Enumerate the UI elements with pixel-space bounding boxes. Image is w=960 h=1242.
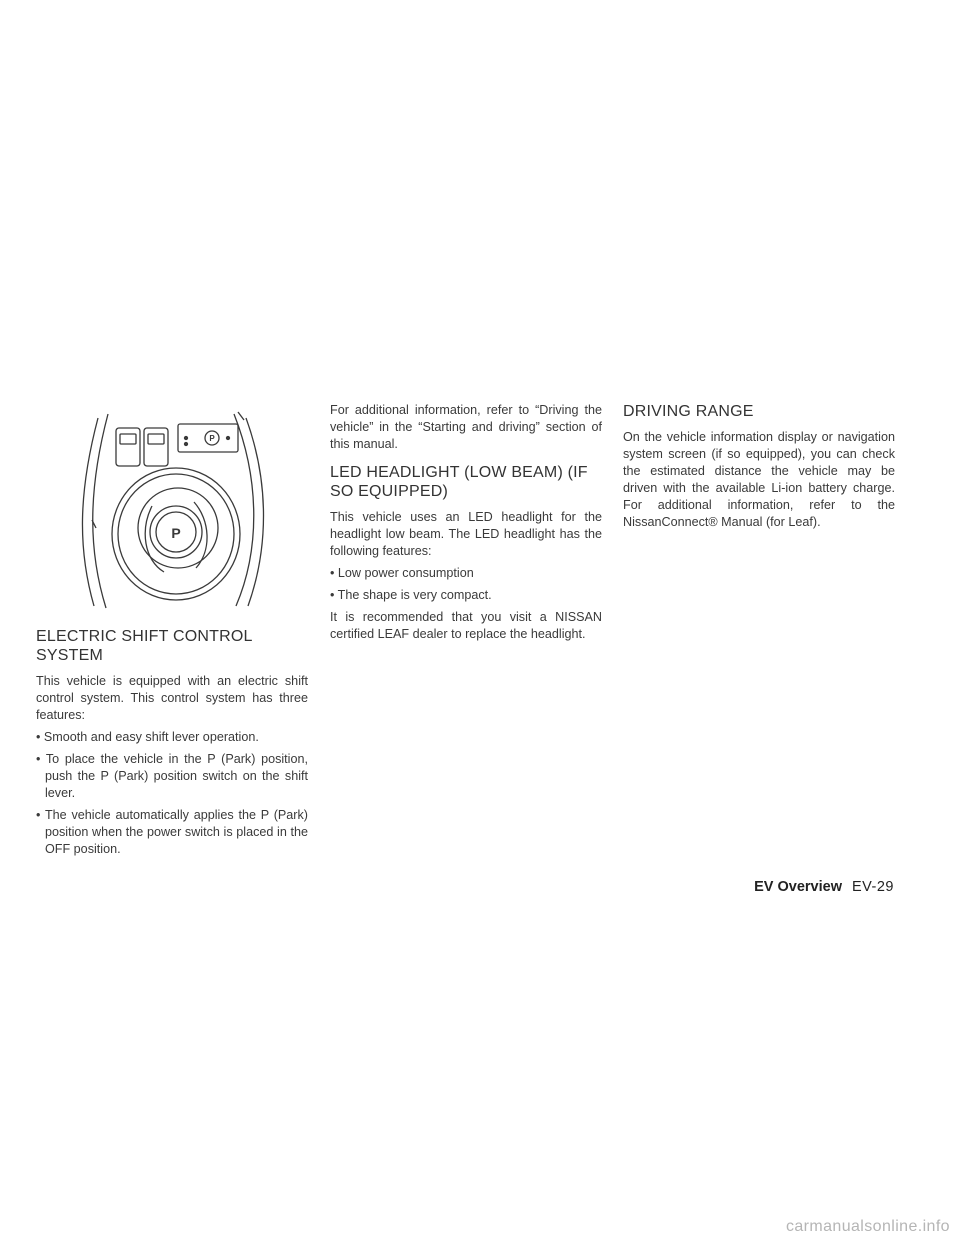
shift-bullet-1: • Smooth and easy shift lever operation. bbox=[36, 730, 259, 744]
left-column bbox=[36, 410, 308, 863]
led-bullet-2: • The shape is very compact. bbox=[330, 588, 492, 602]
shift-continued: For additional information, refer to “Driving the vehicle” in the “Starting and driving” section of this manual. bbox=[330, 403, 602, 451]
watermark: carmanualsonline.info bbox=[785, 1218, 950, 1235]
led-closing: It is recommended that you visit a NISSAN certified LEAF dealer to replace the headlight. bbox=[330, 610, 602, 641]
shift-intro: This vehicle is equipped with an electric shift control system. This control system has three features: bbox=[36, 674, 308, 722]
section-title-led: LED HEADLIGHT (LOW BEAM) (IF SO EQUIPPED) bbox=[330, 464, 588, 500]
shift-lever-illustration bbox=[36, 410, 308, 610]
section-title-shift: ELECTRIC SHIFT CONTROL SYSTEM bbox=[36, 628, 252, 664]
middle-column bbox=[330, 402, 602, 648]
shift-bullet-3: • The vehicle automatically applies the P (Park) position when the power switch is placed in the OFF position. bbox=[36, 808, 308, 856]
knob-p-label: P bbox=[171, 525, 181, 541]
range-text: On the vehicle information display or navigation system screen (if so equipped), you can check the estimated distance the vehicle may be driven with the available Li-ion battery charge. For additional information, refer to the NissanConnect® Manual (for Leaf). bbox=[623, 430, 895, 529]
led-intro: This vehicle uses an LED headlight for the headlight low beam. The LED headlight has the following features: bbox=[330, 510, 602, 558]
right-column bbox=[623, 402, 895, 536]
page-footer bbox=[754, 879, 894, 895]
shift-bullet-2: • To place the vehicle in the P (Park) position, push the P (Park) position switch on the shift lever. bbox=[36, 752, 308, 800]
footer-section: EV Overview bbox=[754, 879, 842, 895]
page-number: EV-29 bbox=[852, 879, 894, 895]
led-bullet-1: • Low power consumption bbox=[330, 566, 474, 580]
section-title-range: DRIVING RANGE bbox=[623, 403, 754, 420]
panel-p-label: P bbox=[209, 434, 215, 443]
